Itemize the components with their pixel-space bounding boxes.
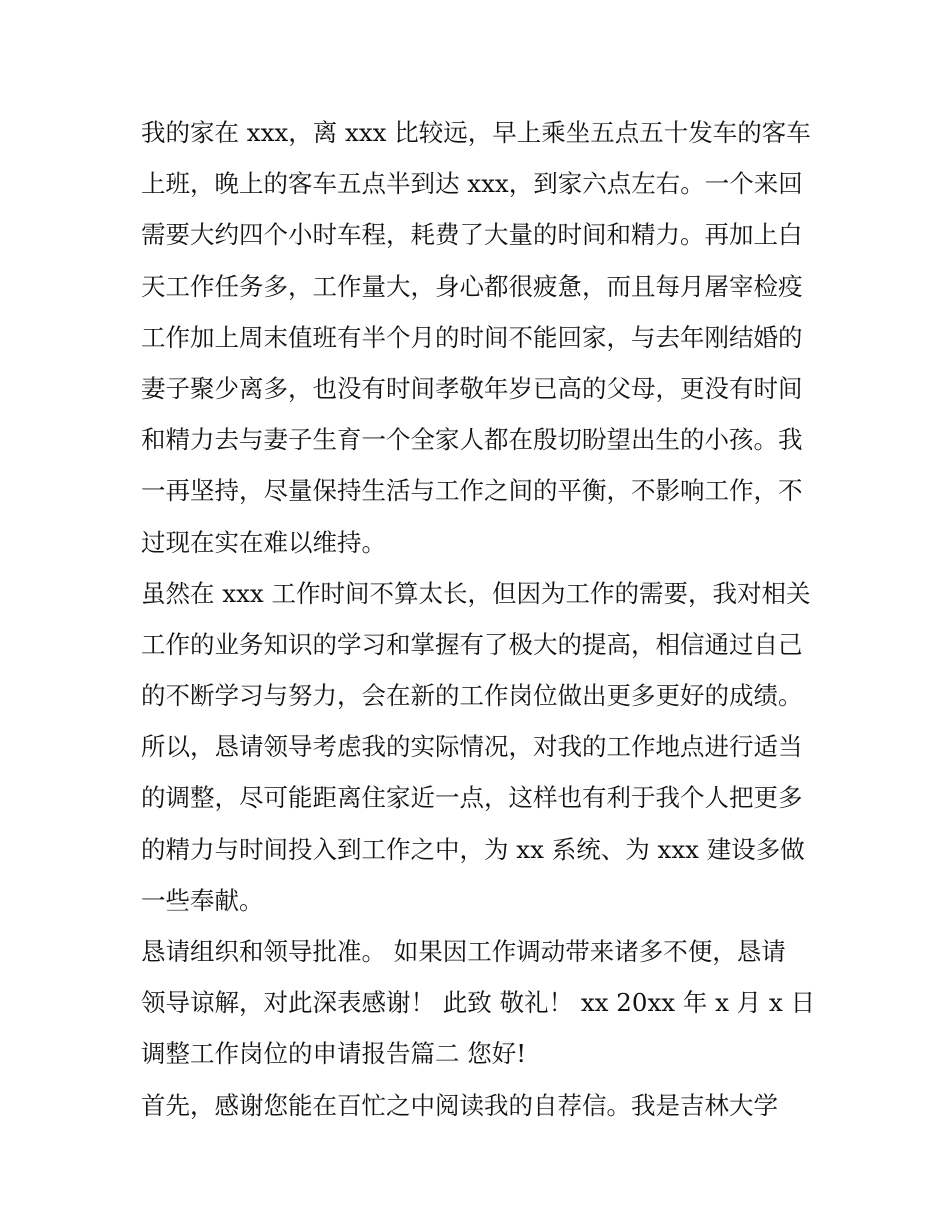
text-line: 首先，感谢您能在百忙之中阅读我的自荐信。我是吉林大学	[141, 1090, 778, 1120]
text-line: 领导谅解，对此深表感谢！ 此致 敬礼！ xx 20xx 年 x 月 x 日	[141, 988, 816, 1018]
text-line: 上班，晚上的客车五点半到达 xxx，到家六点左右。一个来回	[141, 169, 803, 199]
text-line: 和精力去与妻子生育一个全家人都在殷切盼望出生的小孩。我	[141, 425, 803, 455]
text-line: 工作加上周末值班有半个月的时间不能回家，与去年刚结婚的	[141, 322, 803, 352]
text-line: 的调整，尽可能距离住家近一点，这样也有利于我个人把更多	[141, 783, 803, 813]
text-line: 工作的业务知识的学习和掌握有了极大的提高，相信通过自己	[141, 629, 803, 659]
text-line: 天工作任务多，工作量大，身心都很疲惫，而且每月屠宰检疫	[141, 271, 803, 301]
text-line: 的精力与时间投入到工作之中，为 xx 系统、为 xxx 建设多做	[141, 834, 805, 864]
text-line: 妻子聚少离多，也没有时间孝敬年岁已高的父母，更没有时间	[141, 373, 803, 403]
text-line: 的不断学习与努力，会在新的工作岗位做出更多更好的成绩。	[141, 681, 803, 711]
document-body	[141, 107, 821, 1131]
text-line: 我的家在 xxx，离 xxx 比较远，早上乘坐五点五十发车的客车	[141, 118, 811, 147]
text-line: 调整工作岗位的申请报告篇二 您好!	[141, 1039, 527, 1069]
text-line: 虽然在 xxx 工作时间不算太长，但因为工作的需要，我对相关	[141, 578, 811, 608]
text-line: 一些奉献。	[141, 885, 264, 915]
text-line: 一再坚持，尽量保持生活与工作之间的平衡，不影响工作，不	[141, 476, 803, 506]
text-line: 需要大约四个小时车程，耗费了大量的时间和精力。再加上白	[141, 220, 803, 250]
text-line: 恳请组织和领导批准。 如果因工作调动带来诸多不便，恳请	[141, 937, 786, 966]
text-line: 过现在实在难以维持。	[141, 527, 386, 557]
text-line: 所以，恳请领导考虑我的实际情况，对我的工作地点进行适当	[141, 732, 803, 762]
